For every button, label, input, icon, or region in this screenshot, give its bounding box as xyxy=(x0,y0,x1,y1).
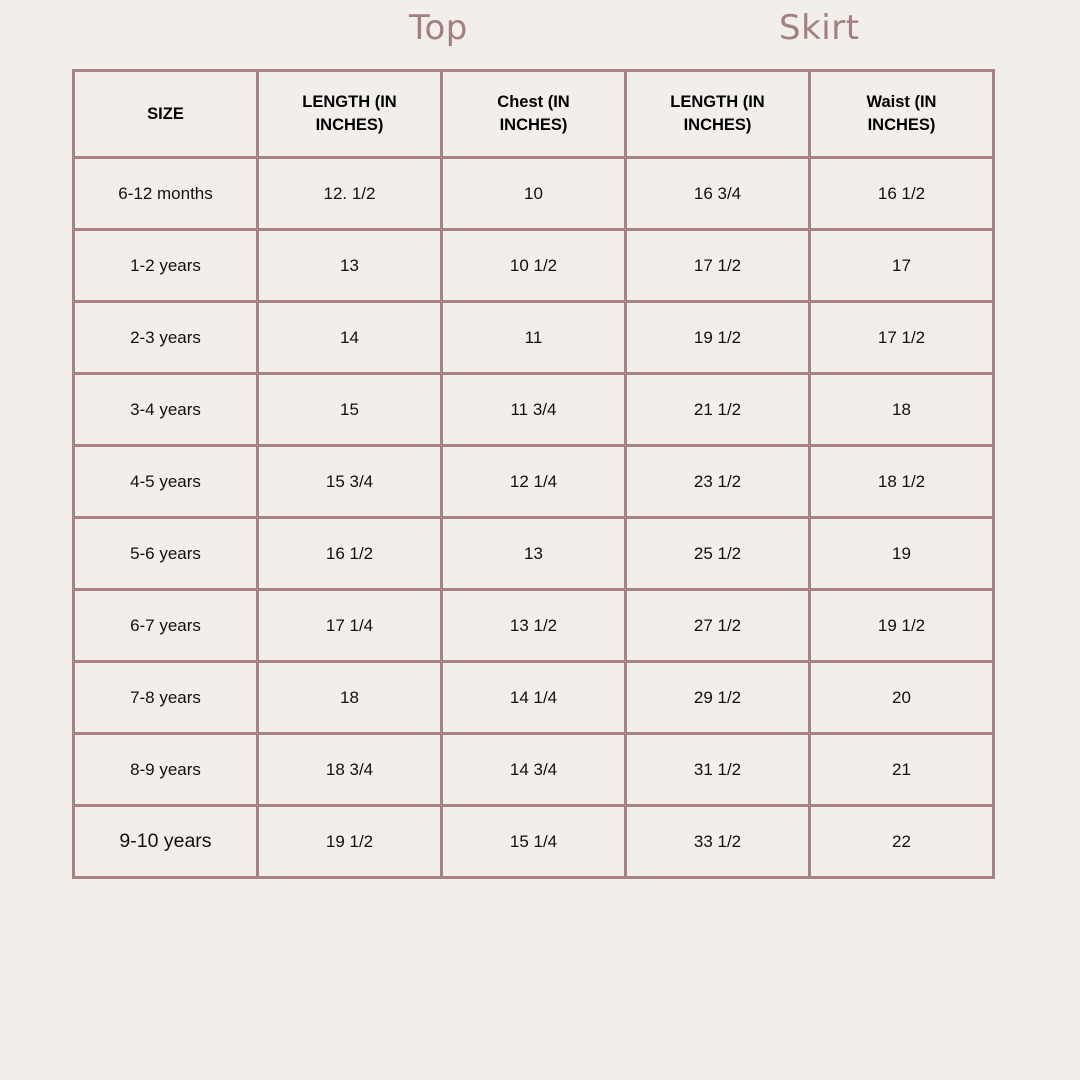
chest-cell: 15 1/4 xyxy=(442,806,626,878)
waist-cell: 20 xyxy=(810,662,994,734)
size-cell: 6-7 years xyxy=(74,590,258,662)
column-header-waist xyxy=(810,71,994,158)
top-length-cell: 15 3/4 xyxy=(258,446,442,518)
size-cell: 4-5 years xyxy=(74,446,258,518)
table-row xyxy=(74,158,994,230)
skirt-length-cell: 16 3/4 xyxy=(626,158,810,230)
skirt-length-cell: 31 1/2 xyxy=(626,734,810,806)
chest-cell: 11 xyxy=(442,302,626,374)
table-row xyxy=(74,302,994,374)
chest-cell: 14 1/4 xyxy=(442,662,626,734)
table-row xyxy=(74,662,994,734)
top-length-cell: 19 1/2 xyxy=(258,806,442,878)
skirt-length-cell: 17 1/2 xyxy=(626,230,810,302)
top-length-cell: 13 xyxy=(258,230,442,302)
table-row xyxy=(74,446,994,518)
table-body xyxy=(74,158,994,878)
column-header-skirt-length xyxy=(626,71,810,158)
column-header-label: LENGTH (IN INCHES) xyxy=(670,93,765,134)
waist-cell: 18 1/2 xyxy=(810,446,994,518)
skirt-length-cell: 29 1/2 xyxy=(626,662,810,734)
size-cell: 5-6 years xyxy=(74,518,258,590)
column-header-label: Chest (IN INCHES) xyxy=(497,93,570,134)
chest-cell: 12 1/4 xyxy=(442,446,626,518)
top-section-title: Top xyxy=(409,8,468,48)
chest-cell: 10 xyxy=(442,158,626,230)
column-header-chest xyxy=(442,71,626,158)
top-length-cell: 15 xyxy=(258,374,442,446)
chest-cell: 14 3/4 xyxy=(442,734,626,806)
column-header-label: Waist (IN INCHES) xyxy=(866,93,937,134)
waist-cell: 19 1/2 xyxy=(810,590,994,662)
chest-cell: 13 xyxy=(442,518,626,590)
header-row xyxy=(74,71,994,158)
skirt-length-cell: 21 1/2 xyxy=(626,374,810,446)
size-cell: 6-12 months xyxy=(74,158,258,230)
size-cell: 3-4 years xyxy=(74,374,258,446)
waist-cell: 16 1/2 xyxy=(810,158,994,230)
size-cell: 8-9 years xyxy=(74,734,258,806)
column-header-label: LENGTH (IN INCHES) xyxy=(302,93,397,134)
skirt-length-cell: 33 1/2 xyxy=(626,806,810,878)
table-row xyxy=(74,230,994,302)
skirt-length-cell: 27 1/2 xyxy=(626,590,810,662)
size-chart-table xyxy=(72,69,995,879)
waist-cell: 18 xyxy=(810,374,994,446)
column-header-top-length xyxy=(258,71,442,158)
waist-cell: 17 1/2 xyxy=(810,302,994,374)
size-cell: 9-10 years xyxy=(74,806,258,878)
waist-cell: 22 xyxy=(810,806,994,878)
table-row xyxy=(74,806,994,878)
size-cell: 7-8 years xyxy=(74,662,258,734)
table-row xyxy=(74,518,994,590)
skirt-length-cell: 25 1/2 xyxy=(626,518,810,590)
size-cell: 1-2 years xyxy=(74,230,258,302)
waist-cell: 17 xyxy=(810,230,994,302)
chest-cell: 13 1/2 xyxy=(442,590,626,662)
size-cell: 2-3 years xyxy=(74,302,258,374)
top-length-cell: 16 1/2 xyxy=(258,518,442,590)
top-length-cell: 18 xyxy=(258,662,442,734)
top-length-cell: 12. 1/2 xyxy=(258,158,442,230)
skirt-length-cell: 19 1/2 xyxy=(626,302,810,374)
chest-cell: 10 1/2 xyxy=(442,230,626,302)
table-row xyxy=(74,590,994,662)
column-header-label: SIZE xyxy=(147,104,184,123)
skirt-length-cell: 23 1/2 xyxy=(626,446,810,518)
column-header-size xyxy=(74,71,258,158)
table-row xyxy=(74,734,994,806)
waist-cell: 21 xyxy=(810,734,994,806)
top-length-cell: 17 1/4 xyxy=(258,590,442,662)
top-length-cell: 14 xyxy=(258,302,442,374)
chest-cell: 11 3/4 xyxy=(442,374,626,446)
skirt-section-title: Skirt xyxy=(779,8,860,48)
waist-cell: 19 xyxy=(810,518,994,590)
top-length-cell: 18 3/4 xyxy=(258,734,442,806)
table-row xyxy=(74,374,994,446)
